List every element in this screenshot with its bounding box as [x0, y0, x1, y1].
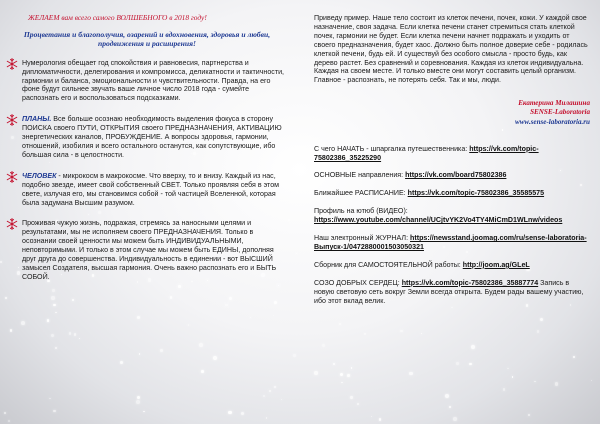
plans-text: Все больше осознаю необходимость выделения фокуса в сторону ПОИСКА своего ПУТИ, ОТКРЫТИЯ своего ПРЕДНАЗНАЧЕНИЯ, АКТИВАЦИЮ энергетических каналов, ПРОБУЖДЕНИЕ. А вопросы здоровья, гармонии, отношений, изобилия и всего остального останутся, как сопутствующие, ибо большая сила - в целостности.: [22, 115, 282, 159]
glitter-dot: [451, 307, 452, 308]
glitter-dot: [51, 334, 55, 338]
link-item-youtube: [314, 207, 590, 225]
glitter-dot: [136, 400, 140, 404]
signature: [314, 99, 590, 126]
glitter-dot: [55, 347, 57, 349]
glitter-dot: [8, 420, 10, 422]
glitter-dot: [296, 253, 297, 254]
glitter-dot: [0, 261, 2, 263]
link-label: Профиль на ютюб (ВИДЕО):: [314, 207, 408, 216]
glitter-dot: [225, 304, 227, 306]
glitter-dot: [53, 410, 56, 413]
author-org: SENSE-Laboratoria: [530, 108, 590, 117]
link-item-schedule: [314, 189, 590, 198]
glitter-dot: [199, 343, 203, 347]
glitter-dot: [241, 412, 245, 416]
numerology-paragraph: [6, 59, 288, 104]
glitter-dot: [528, 414, 530, 416]
glitter-dot: [357, 403, 359, 405]
link-item-hearts: [314, 279, 590, 306]
glitter-dot: [341, 382, 343, 384]
link-url-youtube[interactable]: https://www.youtube.com/channel/UCjtvYK2Vo4TY4MiCmD1WLnw/videos: [314, 216, 563, 225]
glitter-dot: [137, 316, 140, 319]
numerology-text: Нумерология обещает год спокойствия и равновесия, партнерства и дипломатичности, делегирования и компромисса, деликатности и тактичности, гармонии и баланса, эмоциональности и чувствительности. Правда, на его фоне будут сильнее звучать ваше личное число 2018 года - сумейте распознать его и воспользоваться подсказками.: [22, 58, 285, 103]
glitter-dot: [55, 312, 57, 314]
snowflake-icon: [6, 58, 18, 70]
author-name: Екатерина Милашина: [518, 99, 590, 108]
glitter-dot: [160, 349, 163, 352]
glitter-dot: [310, 191, 312, 193]
glitter-dot: [322, 344, 325, 347]
glitter-dot: [201, 370, 203, 372]
glitter-dot: [139, 353, 141, 355]
glitter-dot: [314, 371, 317, 374]
glitter-dot: [339, 323, 341, 325]
link-item-start: [314, 145, 590, 163]
glitter-dot: [503, 388, 506, 391]
glitter-dot: [445, 394, 449, 398]
purpose-paragraph: [6, 219, 288, 281]
glitter-dot: [10, 329, 12, 331]
human-lead: ЧЕЛОВЕК: [22, 171, 57, 180]
glitter-dot: [79, 338, 81, 340]
glitter-dot: [143, 411, 145, 413]
link-item-journal: [314, 234, 590, 252]
glitter-dot: [573, 356, 575, 358]
link-url-directions[interactable]: https://vk.com/board75802386: [405, 171, 507, 180]
glitter-dot: [51, 296, 54, 299]
glitter-dot: [400, 330, 402, 332]
glitter-dot: [351, 367, 352, 368]
link-item-directions: [314, 171, 590, 180]
glitter-dot: [453, 417, 456, 420]
link-url-schedule[interactable]: https://vk.com/topic-75802386_35585575: [407, 189, 545, 198]
greeting-line: ЖЕЛАЕМ вам всего самого ВОЛШЕБНОГО в 2018 году!: [28, 13, 207, 22]
glitter-dot: [5, 297, 7, 299]
glitter-dot: [293, 354, 296, 357]
glitter-dot: [228, 411, 232, 415]
glitter-dot: [21, 321, 25, 325]
glitter-dot: [47, 320, 49, 322]
link-label: Ближайшее РАСПИСАНИЕ:: [314, 189, 408, 198]
glitter-dot: [74, 333, 77, 336]
right-column: [314, 0, 590, 306]
glitter-dot: [170, 296, 173, 299]
glitter-dot: [72, 299, 75, 302]
glitter-dot: [69, 332, 71, 334]
glitter-dot: [512, 376, 514, 378]
glitter-dot: [269, 390, 271, 392]
greeting-wish: Процветания и благополучия, озарений и вдохновения, здоровья и любви, продвижения и расширения!: [23, 29, 271, 49]
snowflake-icon: [6, 218, 18, 230]
glitter-dot: [229, 297, 233, 301]
snowflake-icon: [6, 114, 18, 126]
glitter-dot: [49, 398, 50, 399]
glitter-dot: [340, 373, 344, 377]
link-label: Сборник для САМОСТОЯТЕЛЬНОЙ работы:: [314, 260, 463, 269]
glitter-dot: [379, 418, 382, 421]
glitter-dot: [281, 399, 283, 401]
glitter-dot: [188, 324, 190, 326]
author-site: www.sense-laboratoria.ru: [514, 117, 590, 126]
glitter-dot: [371, 416, 372, 417]
purpose-text: Проживая чужую жизнь, подражая, стремясь за наносными целями и результатами, мы не исполняем своего ПРЕДНАЗНАЧЕНИЯ. Только в осознании своей ценности мы можем быть ИНДИВИДУАЛЬНЫМИ, неповторимыми. И только в этом случае мы можем быть ЕДИНЫ, дополняя друг друга до совершенства. Индивидуальность в единении - вот ВЫСШИЙ замысел Создателя, высшая гармония. Очень важно распознать его и БЫТЬ СОБОЙ.: [22, 219, 277, 281]
glitter-dot: [364, 333, 366, 335]
glitter-dot: [278, 285, 279, 286]
glitter-dot: [471, 345, 475, 349]
glitter-dot: [273, 315, 274, 316]
glitter-dot: [347, 374, 350, 377]
glitter-dot: [178, 285, 181, 288]
links-list: [314, 145, 590, 306]
link-url-journal[interactable]: https://newsstand.joomag.com/ru/sense-laboratoria-Выпуск-1/0472880001503050321: [314, 234, 587, 251]
plans-paragraph: [6, 115, 288, 160]
hearts-text: Запись в новую световую сеть вокруг Земли всегда открыта. Будем рады вашему участию, ибо этот вклад велик.: [314, 278, 584, 305]
snowflake-icon: [6, 171, 18, 183]
glitter-dot: [52, 289, 55, 292]
link-url-start[interactable]: https://vk.com/topic-75802386_35225290: [314, 144, 539, 162]
link-url-hearts[interactable]: https://vk.com/topic-75802386_35887774: [401, 278, 539, 287]
glitter-dot: [449, 406, 451, 408]
glitter-dot: [421, 333, 422, 334]
glitter-dot: [266, 417, 268, 419]
glitter-dot: [333, 363, 335, 365]
glitter-dot: [540, 318, 543, 321]
left-column: [6, 0, 288, 282]
glitter-dot: [350, 396, 352, 398]
plans-lead: ПЛАНЫ.: [22, 115, 52, 124]
glitter-dot: [409, 372, 413, 376]
glitter-dot: [456, 362, 458, 364]
link-url-workbook[interactable]: http://joom.ag/GLeL: [462, 260, 530, 269]
glitter-dot: [213, 356, 217, 360]
link-label: ОСНОВНЫЕ направления:: [314, 171, 406, 180]
glitter-dot: [137, 396, 140, 399]
glitter-dot: [591, 380, 592, 381]
glitter-dot: [534, 381, 535, 382]
glitter-dot: [469, 363, 471, 365]
link-label: СОЗО ДОБРЫХ СЕРДЕЦ:: [314, 278, 402, 287]
glitter-dot: [250, 317, 251, 318]
glitter-dot: [274, 301, 277, 304]
glitter-dot: [555, 382, 559, 386]
glitter-dot: [4, 412, 6, 414]
glitter-dot: [274, 386, 276, 388]
link-item-workbook: [314, 261, 590, 270]
glitter-dot: [537, 330, 539, 332]
human-paragraph: [6, 172, 288, 208]
glitter-dot: [288, 219, 290, 221]
glitter-dot: [297, 184, 300, 187]
glitter-dot: [507, 368, 508, 369]
link-label: Наш электронный ЖУРНАЛ:: [314, 234, 411, 243]
glitter-dot: [263, 395, 265, 397]
glitter-dot: [120, 361, 123, 364]
link-label: С чего НАЧАТЬ - шпаргалка путешественника:: [314, 144, 470, 153]
human-text: - микрокосм в макрокосме. Что вверху, то и внизу. Каждый из нас, подобно звезде, имеет свой собственный СВЕТ. Только проявляя себя в этом свете, излучая его, мы становимся собой - той частицей Вселенной, которая была задумана Высшим разумом.: [22, 171, 280, 207]
example-paragraph: Приведу пример. Наше тело состоит из клеток печени, почек, кожи. У каждой свое назначение, своя задача. Если клетка печени станет стремиться стать клеткой почек, гармонии не будет. Если клетка печени начнет подражать и уходить от своего предназначения, будет хаос. Должно быть полное доверие себе - родилась клеткой печени, будь ей. И существуй без особого смысла - просто будь, как дерево растет. Без сравнений и соревнования. Каждая из клеток индивидуальна. Каждая на своем месте. И только вместе они могут составить целый организм. Главное - распознать, не потерять себя. Так и мы, люди.: [314, 14, 588, 85]
glitter-dot: [53, 304, 56, 307]
